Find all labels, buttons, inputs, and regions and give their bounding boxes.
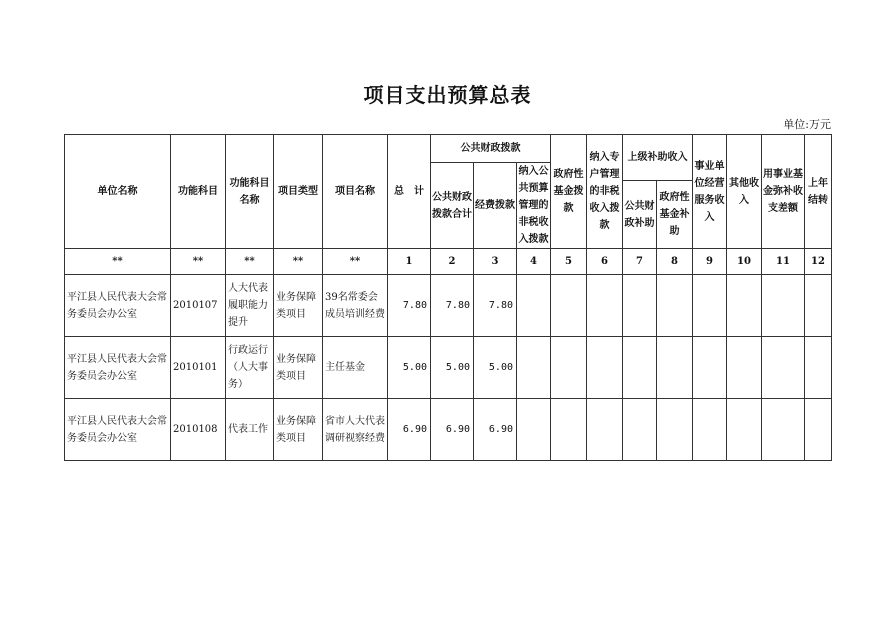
cell-empty (587, 275, 623, 337)
cell-empty (517, 399, 551, 461)
cell-empty (623, 337, 657, 399)
header-fund-balance: 用事业基金弥补收支差额 (762, 135, 805, 249)
col-number: 7 (623, 249, 657, 275)
cell-empty (623, 399, 657, 461)
cell-code: 2010101 (171, 337, 226, 399)
cell-type: 业务保障类项目 (274, 399, 323, 461)
header-public-finance: 公共财政拨款 (431, 135, 551, 163)
header-pf-budget: 纳入公共预算管理的非税收入拨款 (517, 163, 551, 249)
cell-code: 2010108 (171, 399, 226, 461)
col-number: 2 (431, 249, 474, 275)
header-total: 总 计 (388, 135, 431, 249)
cell-total: 7.80 (388, 275, 431, 337)
cell-type: 业务保障类项目 (274, 337, 323, 399)
cell-project-name: 省市人大代表调研视察经费 (323, 399, 388, 461)
table-row (65, 275, 832, 337)
cell-empty (805, 337, 832, 399)
page-title: 项目支出预算总表 (363, 83, 532, 107)
header-other-income: 其他收入 (727, 135, 762, 249)
col-number: 12 (805, 249, 832, 275)
col-number: ** (226, 249, 274, 275)
col-number: 8 (657, 249, 693, 275)
cell-project-name: 39名常委会成员培训经费 (323, 275, 388, 337)
col-number: 9 (693, 249, 727, 275)
header-superior-subsidy: 上级补助收入 (623, 135, 693, 181)
header-sub-public: 公共财政补助 (623, 181, 657, 249)
cell-empty (623, 275, 657, 337)
header-func-subject: 功能科目 (171, 135, 226, 249)
cell-empty (762, 399, 805, 461)
col-number: 6 (587, 249, 623, 275)
budget-table (64, 134, 832, 461)
cell-empty (762, 337, 805, 399)
table-row (65, 399, 832, 461)
header-project-type: 项目类型 (274, 135, 323, 249)
cell-unit: 平江县人民代表大会常务委员会办公室 (65, 275, 171, 337)
cell-empty (551, 399, 587, 461)
cell-pf-expense: 7.80 (474, 275, 517, 337)
cell-empty (727, 399, 762, 461)
cell-empty (657, 399, 693, 461)
header-pf-expense: 经费拨款 (474, 163, 517, 249)
cell-project-name: 主任基金 (323, 337, 388, 399)
cell-func-name: 代表工作 (226, 399, 274, 461)
cell-empty (657, 337, 693, 399)
cell-code: 2010107 (171, 275, 226, 337)
cell-empty (587, 337, 623, 399)
number-row (65, 249, 832, 275)
header-func-subject-name: 功能科目名称 (226, 135, 274, 249)
cell-empty (693, 399, 727, 461)
header-gov-fund: 政府性基金拨款 (551, 135, 587, 249)
header-special-nontax: 纳入专户管理的非税收入拨款 (587, 135, 623, 249)
cell-empty (727, 275, 762, 337)
cell-pf-expense: 5.00 (474, 337, 517, 399)
cell-empty (805, 399, 832, 461)
col-number: 11 (762, 249, 805, 275)
col-number: 4 (517, 249, 551, 275)
cell-empty (657, 275, 693, 337)
cell-pf-total: 7.80 (431, 275, 474, 337)
cell-empty (587, 399, 623, 461)
cell-empty (551, 275, 587, 337)
header-pf-total: 公共财政拨款合计 (431, 163, 474, 249)
col-number: ** (323, 249, 388, 275)
header-carryover: 上年结转 (805, 135, 832, 249)
col-number: ** (171, 249, 226, 275)
col-number: 5 (551, 249, 587, 275)
cell-empty (762, 275, 805, 337)
header-unit-name: 单位名称 (65, 135, 171, 249)
col-number: ** (65, 249, 171, 275)
cell-pf-total: 5.00 (431, 337, 474, 399)
cell-unit: 平江县人民代表大会常务委员会办公室 (65, 337, 171, 399)
header-business-income: 事业单位经营服务收入 (693, 135, 727, 249)
cell-empty (517, 337, 551, 399)
cell-total: 5.00 (388, 337, 431, 399)
table-row (65, 337, 832, 399)
cell-func-name: 人大代表履职能力提升 (226, 275, 274, 337)
header-project-name: 项目名称 (323, 135, 388, 249)
cell-empty (693, 337, 727, 399)
unit-label: 单位:万元 (783, 118, 831, 131)
cell-empty (727, 337, 762, 399)
cell-empty (805, 275, 832, 337)
col-number: 3 (474, 249, 517, 275)
col-number: 1 (388, 249, 431, 275)
cell-type: 业务保障类项目 (274, 275, 323, 337)
cell-pf-total: 6.90 (431, 399, 474, 461)
col-number: 10 (727, 249, 762, 275)
cell-pf-expense: 6.90 (474, 399, 517, 461)
cell-empty (551, 337, 587, 399)
cell-empty (693, 275, 727, 337)
col-number: ** (274, 249, 323, 275)
cell-unit: 平江县人民代表大会常务委员会办公室 (65, 399, 171, 461)
cell-total: 6.90 (388, 399, 431, 461)
header-sub-gov-fund: 政府性基金补助 (657, 181, 693, 249)
cell-func-name: 行政运行（人大事务） (226, 337, 274, 399)
cell-empty (517, 275, 551, 337)
